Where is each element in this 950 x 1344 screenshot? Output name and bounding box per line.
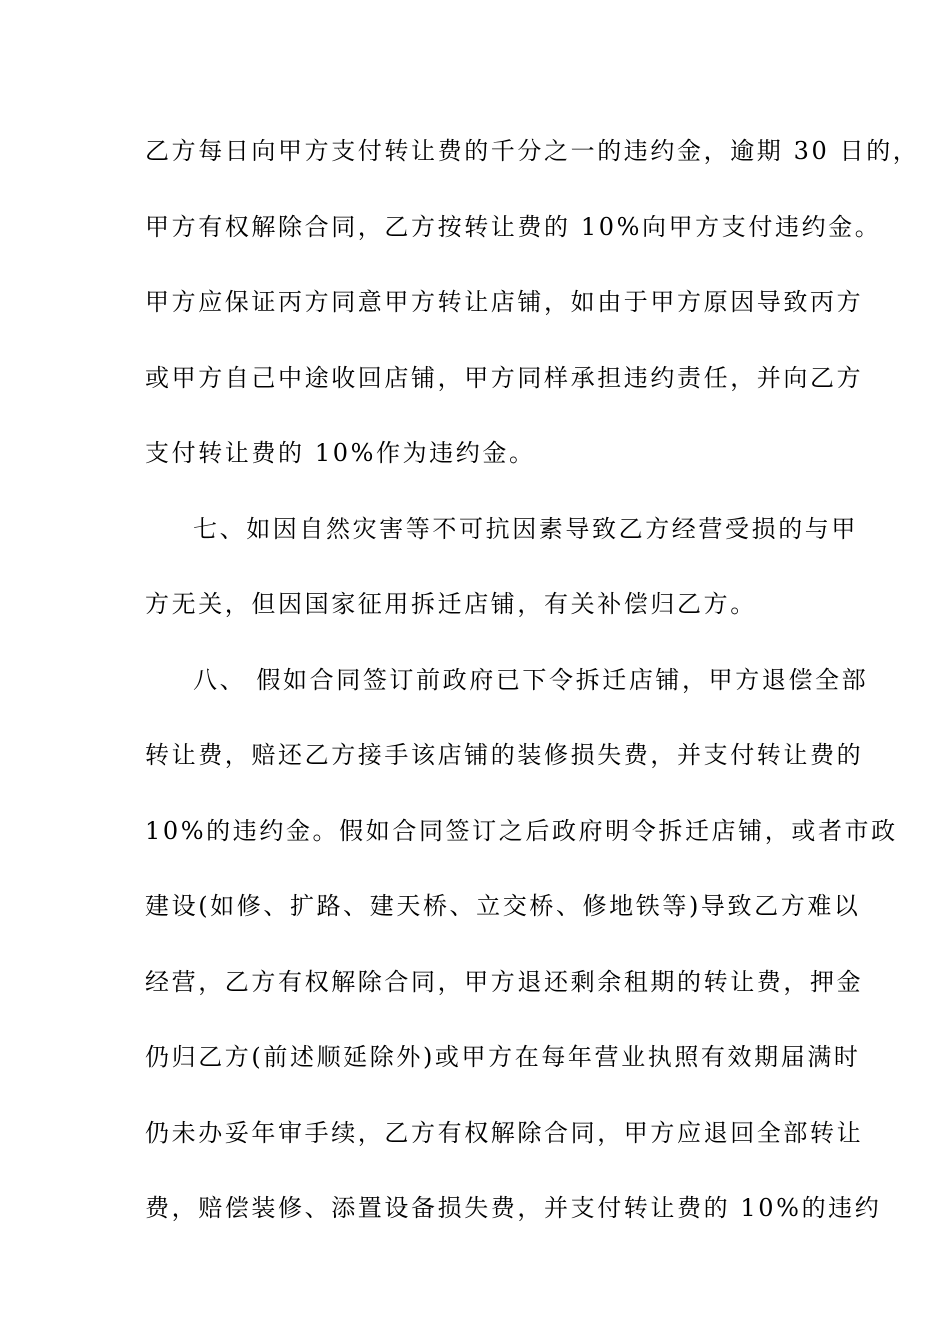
text-line: 仍未办妥年审手续，乙方有权解除合同，甲方应退回全部转让 [145,1119,864,1147]
text-line: 支付转让费的 10%作为违约金。 [145,439,536,467]
text-line: 乙方每日向甲方支付转让费的千分之一的违约金，逾期 30 日的， [145,137,920,165]
text-line: 八、 假如合同签订前政府已下令拆迁店铺，甲方退偿全部 [193,666,869,694]
text-line: 经营，乙方有权解除合同，甲方退还剩余租期的转让费，押金 [145,968,864,996]
text-line: 或甲方自己中途收回店铺，甲方同样承担违约责任，并向乙方 [145,364,864,392]
text-line: 转让费，赔还乙方接手该店铺的装修损失费，并支付转让费的 [145,741,864,769]
text-line: 甲方有权解除合同，乙方按转让费的 10%向甲方支付违约金。 [145,213,882,241]
text-line: 费，赔偿装修、添置设备损失费，并支付转让费的 10%的违约 [145,1194,882,1222]
text-line: 10%的违约金。假如合同签订之后政府明令拆迁店铺，或者市政 [145,817,898,845]
text-line: 建设(如修、扩路、建天桥、立交桥、修地铁等)导致乙方难以 [145,892,861,920]
text-line: 甲方应保证丙方同意甲方转让店铺，如由于甲方原因导致丙方 [145,288,864,316]
text-line: 七、如因自然灾害等不可抗因素导致乙方经营受损的与甲 [193,515,858,543]
text-line: 方无关，但因国家征用拆迁店铺，有关补偿归乙方。 [145,590,757,618]
text-line: 仍归乙方(前述顺延除外)或甲方在每年营业执照有效期届满时 [145,1043,861,1071]
